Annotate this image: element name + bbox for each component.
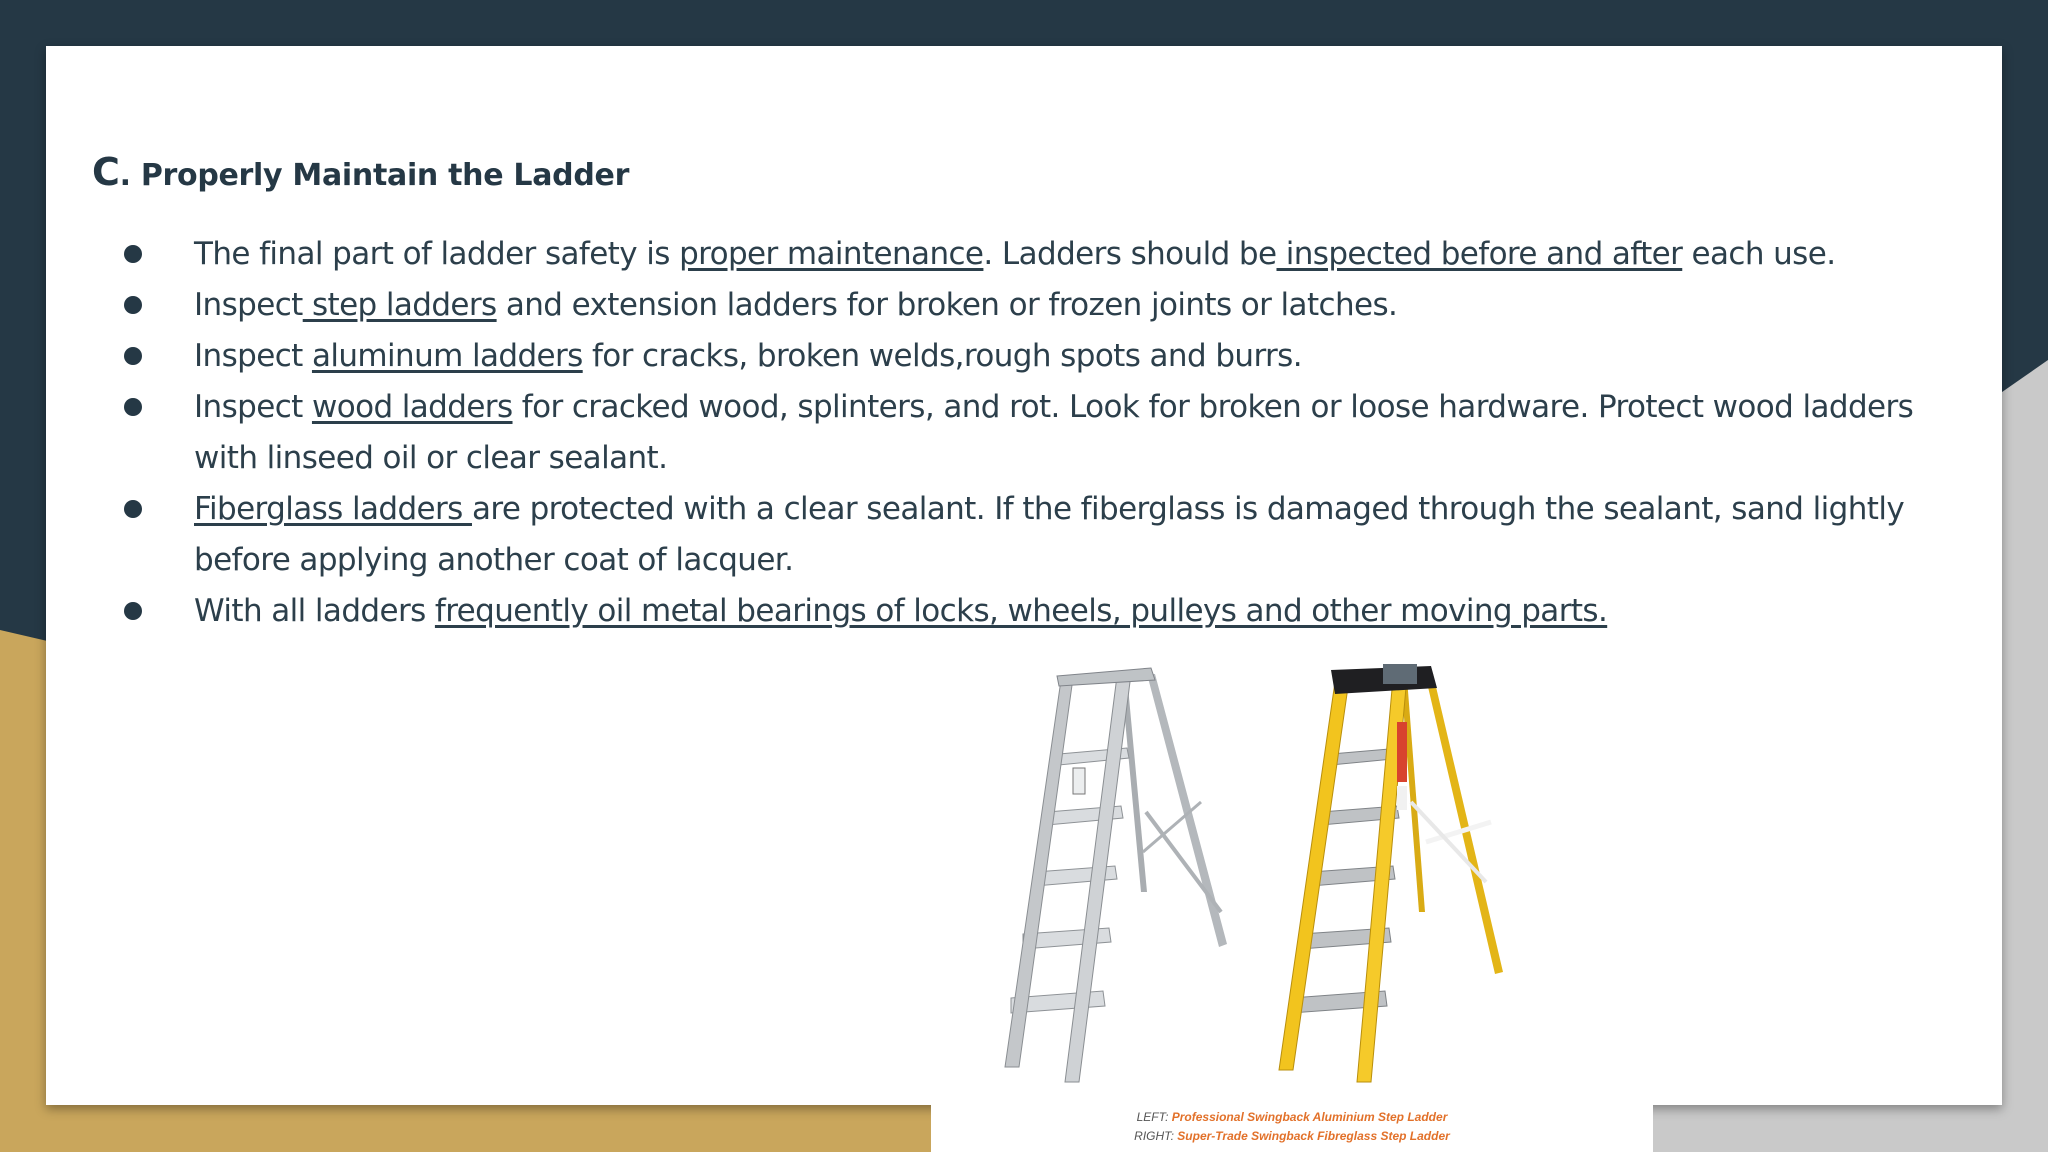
bullet-underline-text: wood ladders xyxy=(311,389,513,425)
bullet-text: With all ladders xyxy=(194,593,435,629)
heading-text: . Properly Maintain the Ladder xyxy=(119,158,630,193)
caption-left-line xyxy=(931,1108,1653,1127)
slide-heading xyxy=(92,150,629,194)
bullet-text: are protected with a clear sealant. If the fiberglass is damaged through the sealant, sand lightly before applying another coat of lacquer. xyxy=(194,491,1905,578)
bullet-text: each use. xyxy=(1682,236,1836,272)
bullet-item xyxy=(46,586,1946,637)
bullet-text: for cracks, broken welds,rough spots and burrs. xyxy=(582,338,1302,374)
caption-left-text: Professional Swingback Aluminium Step Ladder xyxy=(1171,1110,1448,1124)
bullet-text: Inspect xyxy=(194,338,312,374)
bullet-text: for cracked wood, splinters, and rot. Look for broken or loose hardware. Protect wood ladders with linseed oil or clear sealant. xyxy=(194,389,1914,476)
bullet-dot xyxy=(124,347,142,365)
bullet-dot xyxy=(124,398,142,416)
bullet-item xyxy=(46,331,1946,382)
caption-right-text: Super-Trade Swingback Fibreglass Step Ladder xyxy=(1177,1129,1450,1143)
bullet-list xyxy=(46,229,1946,637)
heading-letter: C xyxy=(92,150,120,194)
caption-right-label: RIGHT: xyxy=(1134,1129,1178,1143)
bullet-item xyxy=(46,484,1946,586)
aluminium-ladder-image xyxy=(1005,668,1227,1082)
bullet-text: . Ladders should be xyxy=(983,236,1277,272)
bullet-item xyxy=(46,382,1946,484)
bullet-dot xyxy=(124,602,142,620)
bullet-underline-text: aluminum ladders xyxy=(311,338,583,374)
bullet-text: and extension ladders for broken or frozen joints or latches. xyxy=(496,287,1398,323)
bullet-item xyxy=(46,280,1946,331)
ladder-photo xyxy=(931,662,1653,1152)
bullet-underline-text: frequently oil metal bearings of locks, wheels, pulleys and other moving parts. xyxy=(434,593,1608,629)
bullet-underline-text: inspected before and after xyxy=(1276,236,1683,272)
bullet-dot xyxy=(124,245,142,263)
bullet-underline-text: Fiberglass ladders xyxy=(194,491,472,527)
bullet-dot xyxy=(124,500,142,518)
bullet-text: Inspect xyxy=(194,287,303,323)
bullet-underline-text: proper maintenance xyxy=(679,236,984,272)
image-caption xyxy=(931,1108,1653,1146)
bullet-text: Inspect xyxy=(194,389,312,425)
ladders-illustration xyxy=(931,662,1653,1102)
caption-right-line xyxy=(931,1127,1653,1146)
caption-left-label: LEFT: xyxy=(1136,1110,1172,1124)
fibreglass-ladder-image xyxy=(1279,664,1503,1082)
bullet-dot xyxy=(124,296,142,314)
bullet-text: The final part of ladder safety is xyxy=(194,236,680,272)
bullet-underline-text: step ladders xyxy=(302,287,497,323)
bullet-item xyxy=(46,229,1946,280)
